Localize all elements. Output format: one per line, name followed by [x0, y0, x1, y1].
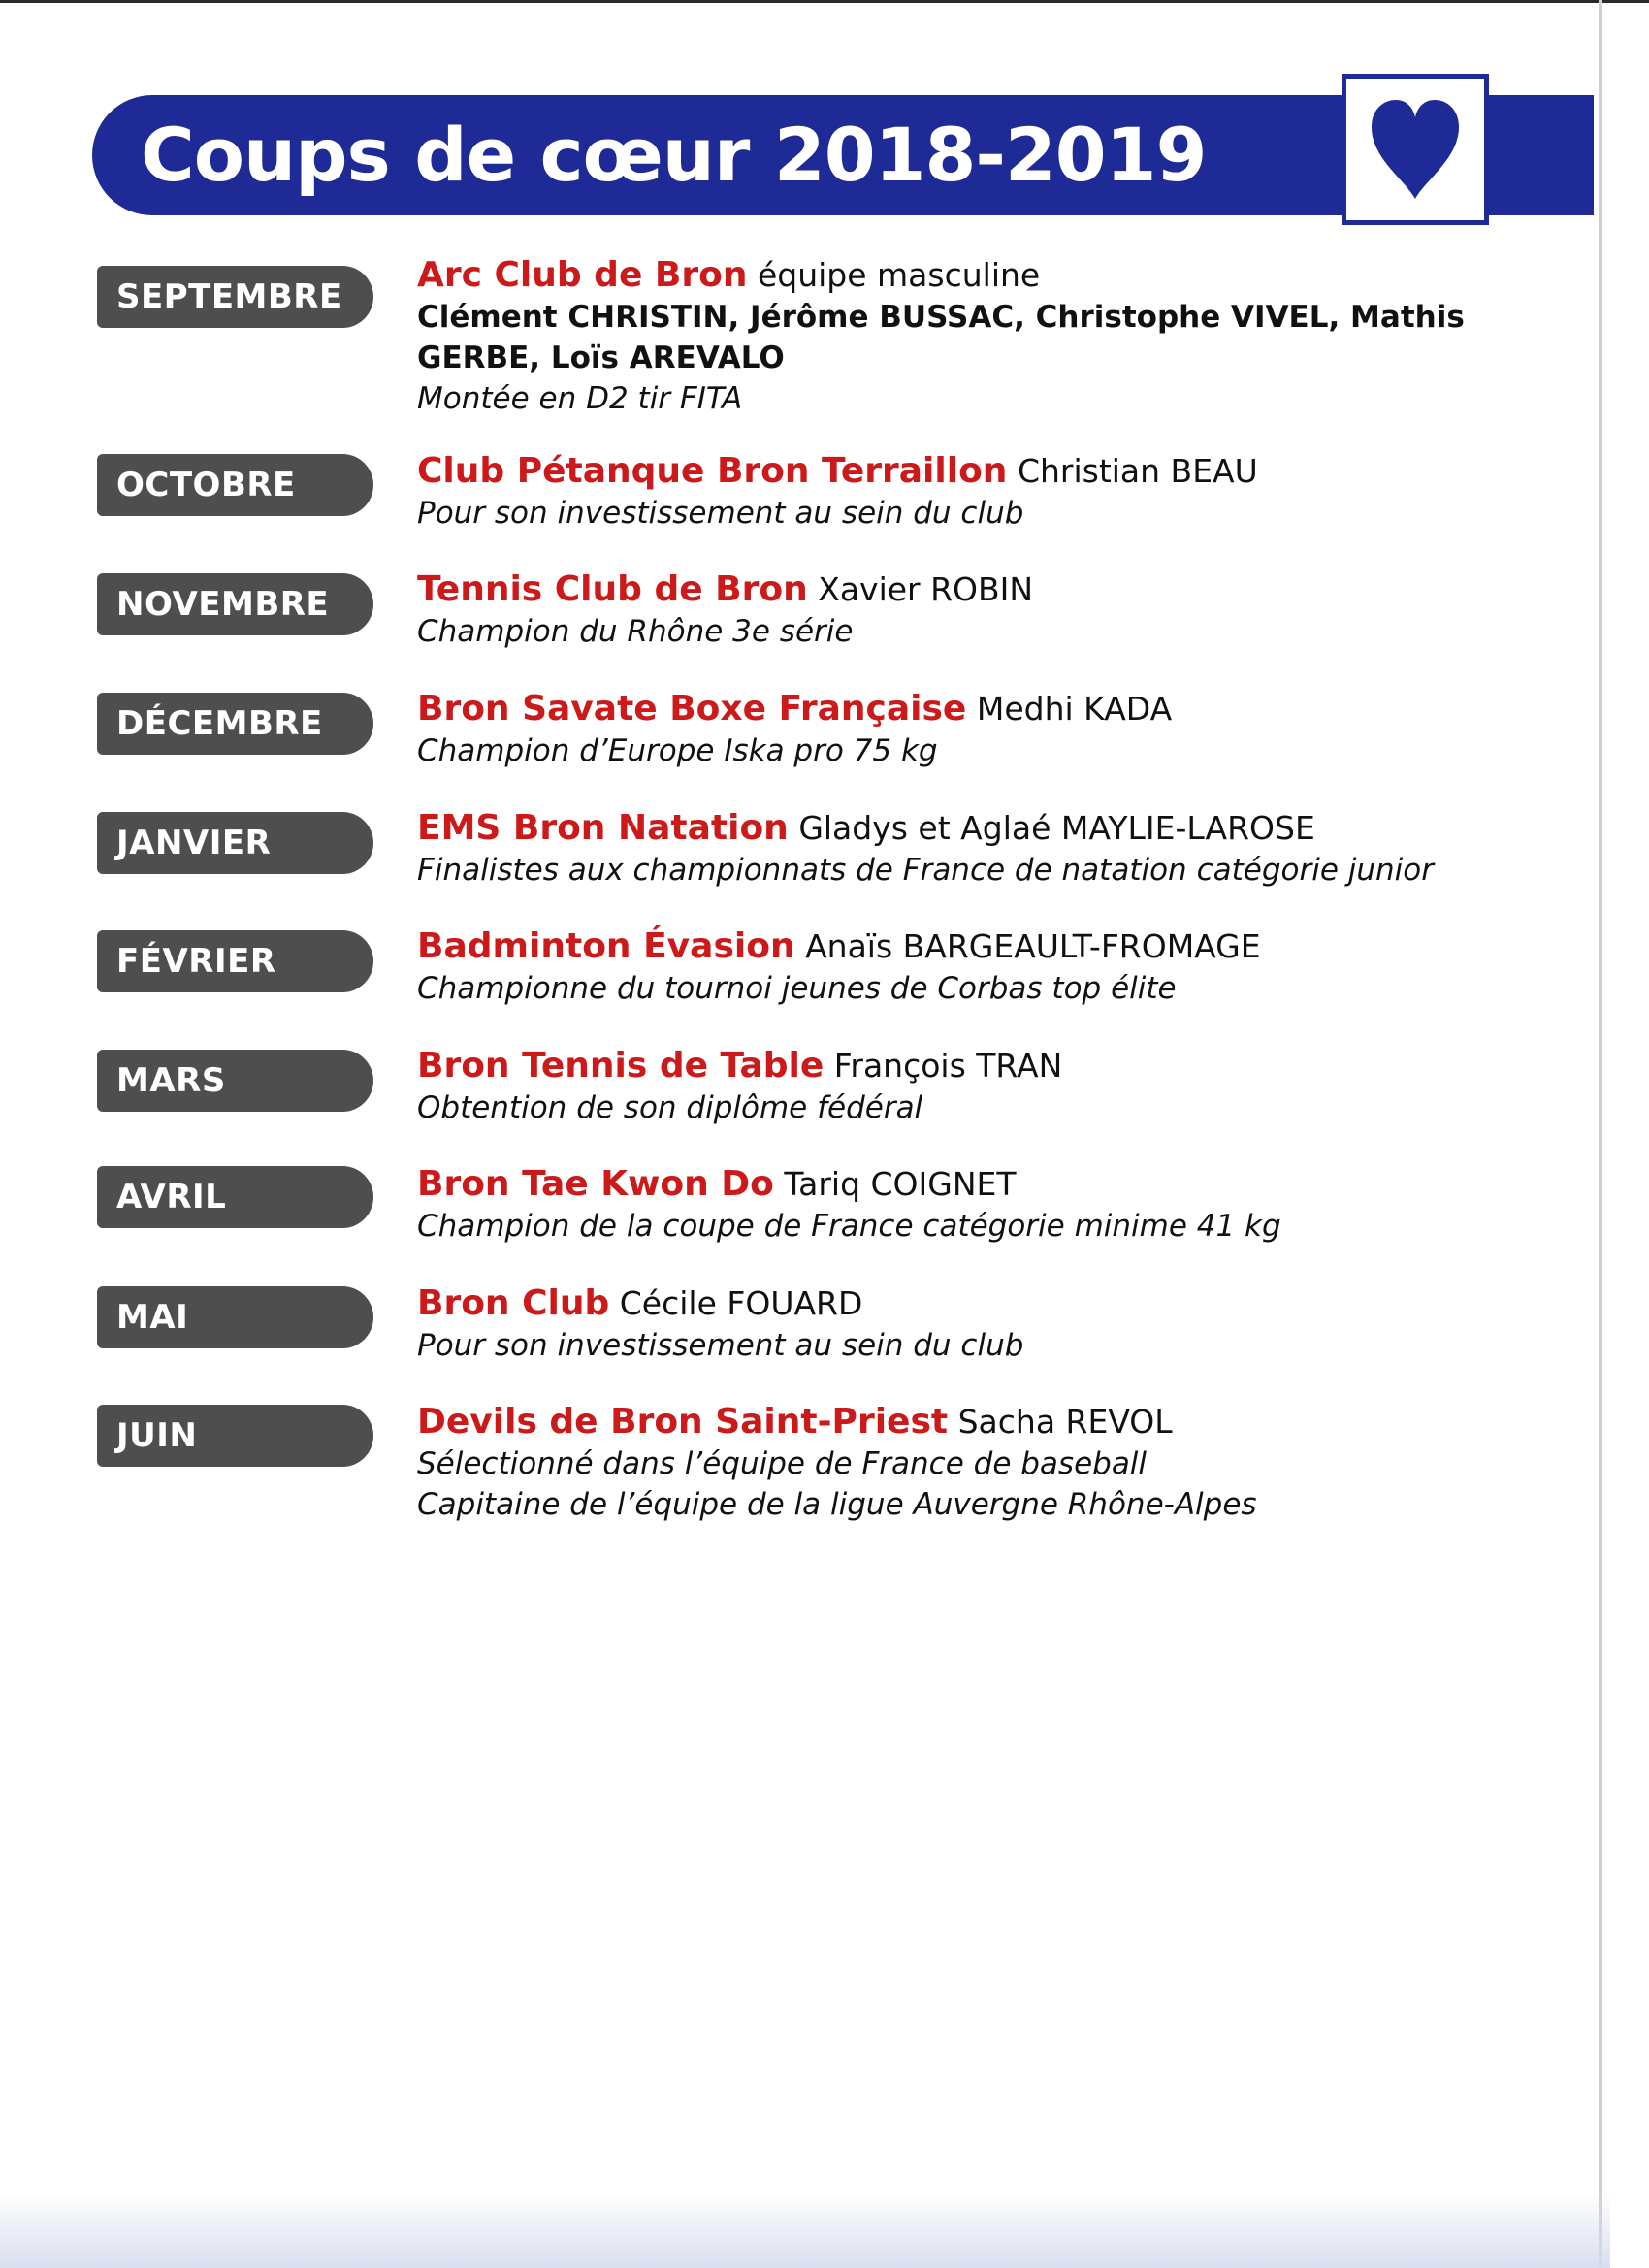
- achievement: Montée en D2 tir FITA: [417, 381, 743, 416]
- month-label: JANVIER: [97, 812, 373, 874]
- achievement: Sélectionné dans l’équipe de France de baseball: [417, 1446, 1148, 1481]
- month-label: AVRIL: [97, 1166, 373, 1228]
- club-name: Club Pétanque Bron Terraillon: [417, 451, 1008, 491]
- entry-content: [417, 1163, 1562, 1247]
- achievement: Finalistes aux championnats de France de natation catégorie junior: [417, 853, 1434, 888]
- person-name: Tariq COIGNET: [784, 1165, 1017, 1203]
- top-scan-edge: [0, 0, 1649, 3]
- club-name: Badminton Évasion: [417, 926, 795, 966]
- entry-heading: [417, 1282, 1562, 1325]
- month-label: MAI: [97, 1286, 373, 1348]
- person-name: équipe masculine: [757, 256, 1041, 294]
- achievement: Championne du tournoi jeunes de Corbas top élite: [417, 971, 1177, 1006]
- entry-heading: [417, 688, 1562, 730]
- achievement: Champion du Rhône 3e série: [417, 614, 854, 649]
- entry-heading: [417, 450, 1562, 493]
- entry-content: [417, 925, 1562, 1009]
- person-name: Anaïs BARGEAULT-FROMAGE: [805, 927, 1261, 965]
- club-name: Tennis Club de Bron: [417, 569, 808, 609]
- person-name: Christian BEAU: [1017, 452, 1258, 490]
- achievement: Obtention de son diplôme fédéral: [417, 1090, 923, 1125]
- month-label: OCTOBRE: [97, 454, 373, 516]
- month-label: NOVEMBRE: [97, 573, 373, 635]
- entry-heading: [417, 254, 1562, 297]
- entry-content: [417, 688, 1562, 771]
- entry-content: [417, 568, 1562, 652]
- entry-content: [417, 1401, 1562, 1525]
- achievement: Champion de la coupe de France catégorie minime 41 kg: [417, 1209, 1281, 1244]
- person-name: Gladys et Aglaé MAYLIE-LAROSE: [798, 809, 1315, 847]
- person-name: Cécile FOUARD: [619, 1284, 863, 1322]
- club-name: EMS Bron Natation: [417, 808, 789, 848]
- person-name: Medhi KADA: [976, 690, 1173, 728]
- entry-heading: [417, 925, 1562, 968]
- club-name: Bron Club: [417, 1283, 610, 1323]
- entry-heading: [417, 1045, 1562, 1087]
- person-name: Sacha REVOL: [957, 1403, 1173, 1441]
- entry-content: [417, 1282, 1562, 1366]
- achievement: Capitaine de l’équipe de la ligue Auvergne Rhône-Alpes: [417, 1487, 1257, 1522]
- entry-content: [417, 254, 1562, 419]
- month-label: FÉVRIER: [97, 930, 373, 992]
- achievement: Champion d’Europe Iska pro 75 kg: [417, 733, 938, 768]
- entry-heading: [417, 1401, 1562, 1443]
- club-name: Bron Tae Kwon Do: [417, 1164, 774, 1204]
- entry-heading: [417, 568, 1562, 611]
- club-name: Bron Savate Boxe Française: [417, 689, 967, 729]
- month-label: MARS: [97, 1050, 373, 1112]
- page-title: Coups de cœur 2018-2019: [141, 112, 1207, 198]
- month-label: SEPTEMBRE: [97, 266, 373, 328]
- achievement: Pour son investissement au sein du club: [417, 1328, 1024, 1363]
- club-name: Arc Club de Bron: [417, 255, 748, 295]
- right-scan-edge: [1599, 0, 1602, 2268]
- entry-content: [417, 450, 1562, 534]
- month-label: JUIN: [97, 1405, 373, 1467]
- achievement: Pour son investissement au sein du club: [417, 496, 1024, 531]
- heart-icon: [1368, 98, 1463, 201]
- team-members: Clément CHRISTIN, Jérôme BUSSAC, Christophe VIVEL, Mathis GERBE, Loïs AREVALO: [417, 300, 1465, 375]
- entry-content: [417, 1045, 1562, 1128]
- club-name: Devils de Bron Saint-Priest: [417, 1402, 949, 1442]
- person-name: Xavier ROBIN: [818, 570, 1034, 608]
- heart-box: [1342, 74, 1489, 225]
- month-label: DÉCEMBRE: [97, 693, 373, 755]
- bottom-scan-tint: [0, 2192, 1610, 2268]
- entry-heading: [417, 807, 1562, 850]
- club-name: Bron Tennis de Table: [417, 1046, 824, 1085]
- entry-content: [417, 807, 1562, 891]
- entry-heading: [417, 1163, 1562, 1206]
- person-name: François TRAN: [833, 1047, 1063, 1085]
